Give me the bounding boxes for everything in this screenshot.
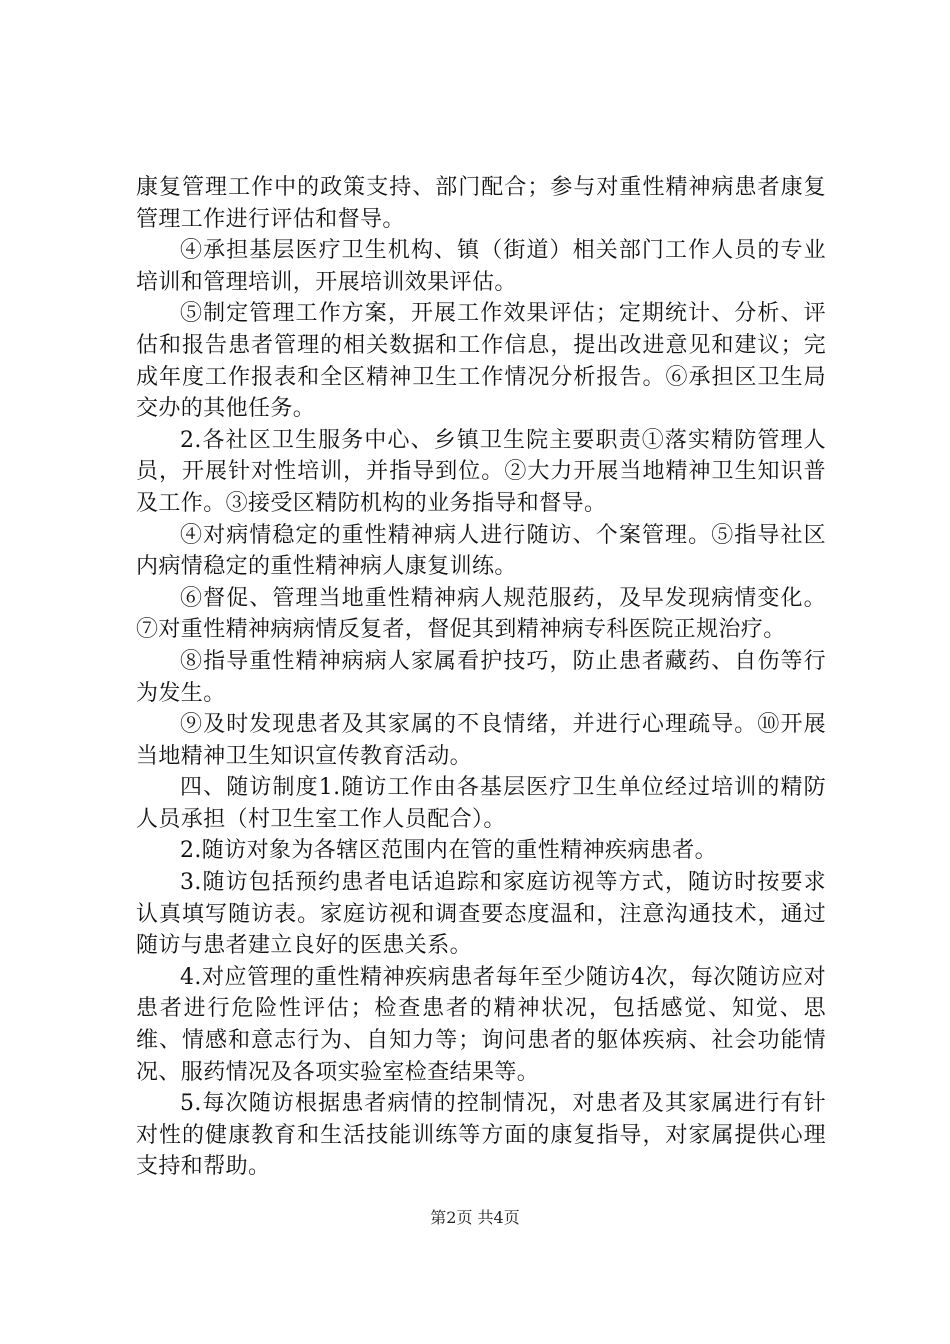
paragraph-community-item-6-7: ⑥督促、管理当地重性精神病人规范服药，及早发现病情变化。⑦对重性精神病病情反复者，督促其到精神病专科医院正规治疗。 <box>136 585 826 643</box>
paragraph-item-5-6: ⑤制定管理工作方案，开展工作效果评估；定期统计、分析、评估和报告患者管理的相关数据和工作信息，提出改进意见和建议；完成年度工作报表和全区精神卫生工作情况分析报告。⑥承担区卫生局交办的其他任务。 <box>136 301 826 422</box>
paragraph-followup-4: 4.对应管理的重性精神疾病患者每年至少随访4次，每次随访应对患者进行危险性评估；检查患者的精神状况，包括感觉、知觉、思维、情感和意志行为、自知力等；询问患者的躯体疾病、社会功能情况、服药情况及各项实验室检查结果等。 <box>136 964 826 1085</box>
paragraph-community-item-4-5: ④对病情稳定的重性精神病人进行随访、个案管理。⑤指导社区内病情稳定的重性精神病人康复训练。 <box>136 522 826 580</box>
paragraph-followup-3: 3.随访包括预约患者电话追踪和家庭访视等方式，随访时按要求认真填写随访表。家庭访视和调查要态度温和，注意沟通技术，通过随访与患者建立良好的医患关系。 <box>136 870 826 959</box>
paragraph-followup-heading: 四、随访制度1.随访工作由各基层医疗卫生单位经过培训的精防人员承担（村卫生室工作人员配合）。 <box>136 775 826 832</box>
document-body <box>136 172 826 1183</box>
paragraph-continuation: 康复管理工作中的政策支持、部门配合；参与对重性精神病患者康复管理工作进行评估和督导。 <box>136 175 826 232</box>
paragraph-community-item-8: ⑧指导重性精神病病人家属看护技巧，防止患者藏药、自伤等行为发生。 <box>136 648 826 706</box>
page-footer: 第2页 共4页 <box>430 1208 520 1227</box>
paragraph-followup-2: 2.随访对象为各辖区范围内在管的重性精神疾病患者。 <box>180 838 717 864</box>
paragraph-item-4: ④承担基层医疗卫生机构、镇（街道）相关部门工作人员的专业培训和管理培训，开展培训效果评估。 <box>136 238 826 295</box>
paragraph-followup-5: 5.每次随访根据患者病情的控制情况，对患者及其家属进行有针对性的健康教育和生活技能训练等方面的康复指导，对家属提供心理支持和帮助。 <box>136 1091 826 1180</box>
paragraph-community-item-9-10: ⑨及时发现患者及其家属的不良情绪，并进行心理疏导。⑩开展当地精神卫生知识宣传教育活动。 <box>136 712 826 769</box>
paragraph-community-duties: 2.各社区卫生服务中心、乡镇卫生院主要职责①落实精防管理人员，开展针对性培训，并指导到位。②大力开展当地精神卫生知识普及工作。③接受区精防机构的业务指导和督导。 <box>136 427 826 516</box>
